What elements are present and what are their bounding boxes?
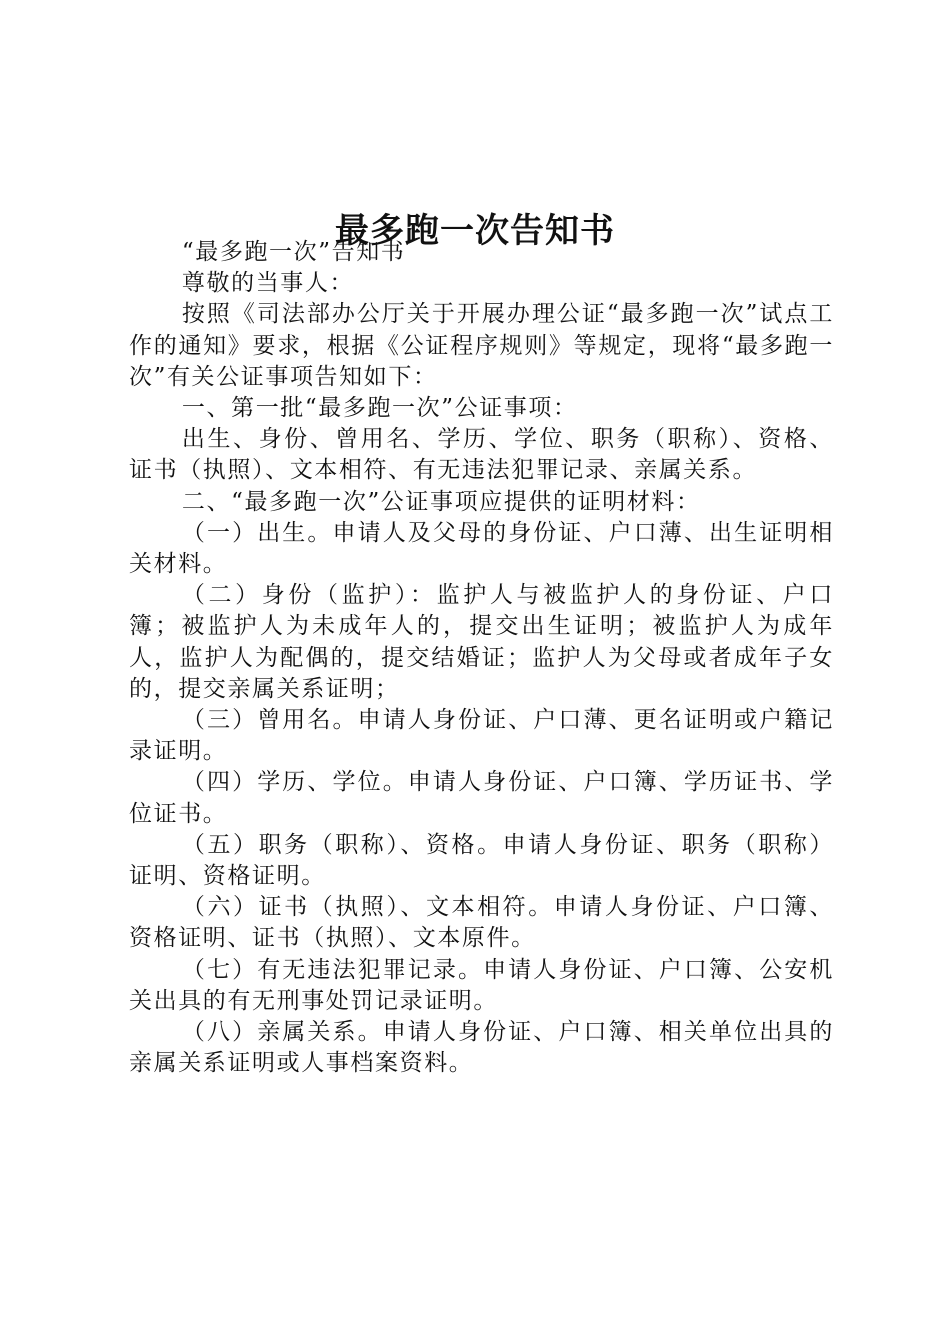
paragraph-section-1-items: 出生、身份、曾用名、学历、学位、职务（职称）、资格、证书（执照）、文本相符、有无违法犯罪记录、亲属关系。 xyxy=(129,426,834,484)
paragraph-item-8: （八）亲属关系。申请人身份证、户口簿、相关单位出具的亲属关系证明或人事档案资料。 xyxy=(129,1019,834,1077)
document-title: 最多跑一次告知书 xyxy=(335,210,615,251)
paragraph-intro: 按照《司法部办公厅关于开展办理公证“最多跑一次”试点工作的通知》要求，根据《公证程序规则》等规定，现将“最多跑一次”有关公证事项告知如下： xyxy=(129,301,834,390)
paragraph-item-3: （三）曾用名。申请人身份证、户口薄、更名证明或户籍记录证明。 xyxy=(129,707,834,765)
paragraph-item-6: （六）证书（执照）、文本相符。申请人身份证、户口簿、资格证明、证书（执照）、文本原件。 xyxy=(129,894,834,952)
document-body xyxy=(129,237,834,1079)
paragraph-salutation: 尊敬的当事人： xyxy=(181,270,355,297)
paragraph-item-2: （二）身份（监护）：监护人与被监护人的身份证、户口簿；被监护人为未成年人的，提交出生证明；被监护人为成年人，监护人为配偶的，提交结婚证；监护人为父母或者成年子女的，提交亲属关系证明； xyxy=(129,582,834,702)
paragraph-item-5: （五）职务（职称）、资格。申请人身份证、职务（职称）证明、资格证明。 xyxy=(129,831,834,890)
paragraph-item-7: （七）有无违法犯罪记录。申请人身份证、户口簿、公安机关出具的有无刑事处罚记录证明。 xyxy=(129,956,834,1014)
paragraph-section-1-heading: 一、第一批“最多跑一次”公证事项： xyxy=(181,395,578,422)
paragraph-heading: “最多跑一次”告知书 xyxy=(181,239,406,265)
paragraph-item-1: （一）出生。申请人及父母的身份证、户口薄、出生证明相关材料。 xyxy=(129,519,834,578)
paragraph-section-2-heading: 二、“最多跑一次”公证事项应提供的证明材料： xyxy=(181,488,701,515)
paragraph-item-4: （四）学历、学位。申请人身份证、户口簿、学历证书、学位证书。 xyxy=(129,769,834,827)
